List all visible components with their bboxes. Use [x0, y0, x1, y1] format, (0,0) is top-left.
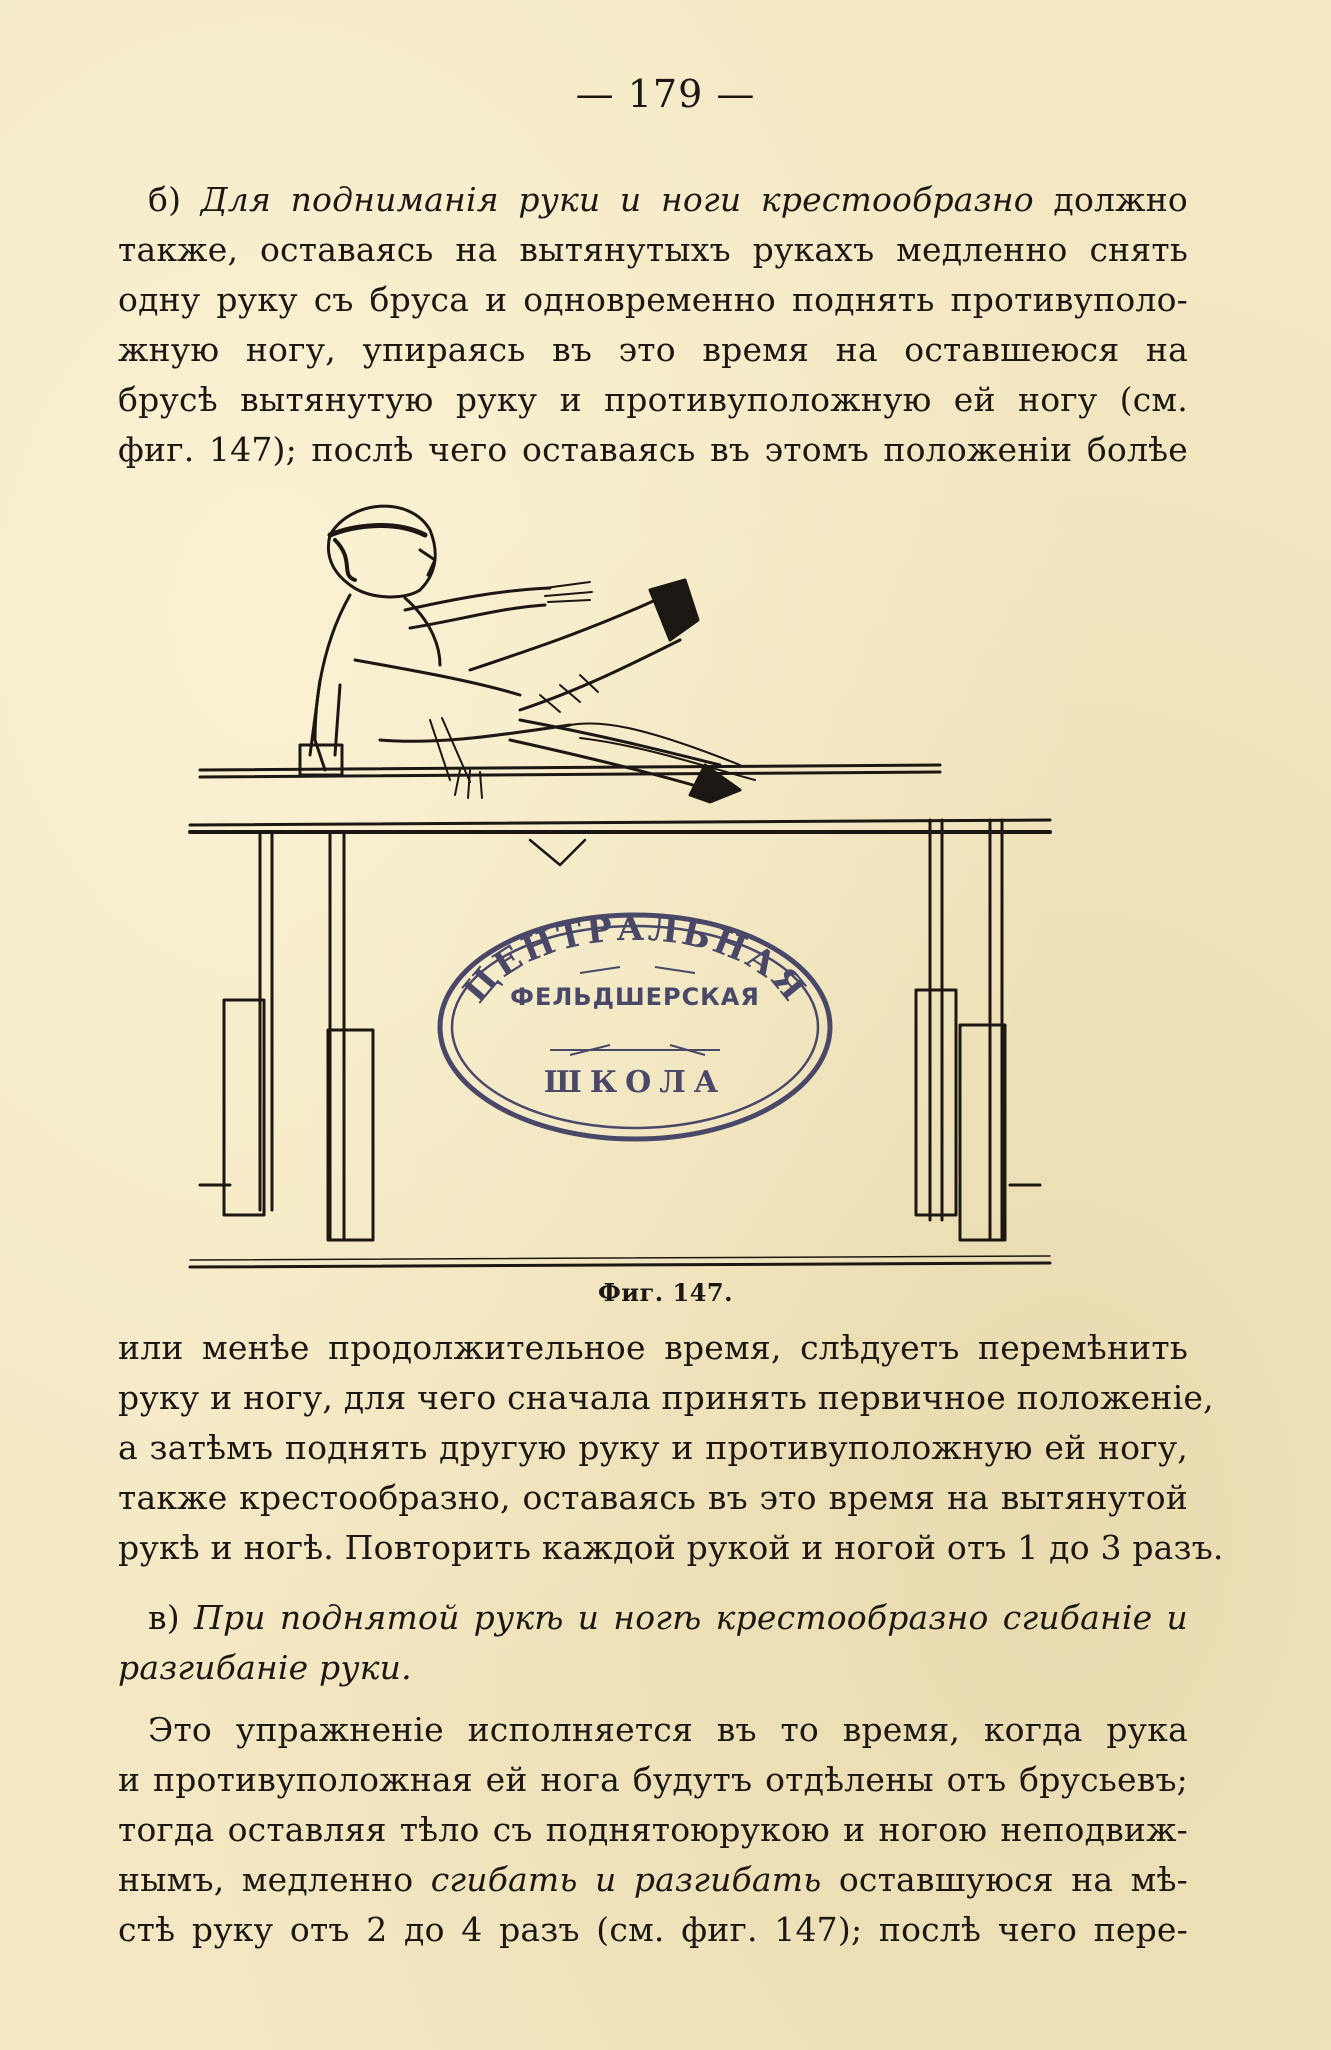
text-line — [118, 1323, 1188, 1373]
paragraph-b-continued — [118, 1323, 1224, 1573]
text-line — [118, 1423, 1188, 1473]
text-line — [118, 1705, 1188, 1755]
text-line — [118, 375, 1188, 425]
text-line — [118, 1593, 1188, 1643]
italic-text: При поднятой рукѣ и ногѣ крестообразно сгибаніе и — [194, 1598, 1188, 1637]
text-run: стѣ руку отъ 2 до 4 разъ (см. фиг. 147); послѣ чего пере- — [118, 1910, 1188, 1949]
text-run: одну руку съ бруса и одновременно поднять противуполо- — [118, 280, 1188, 319]
text-run: также, оставаясь на вытянутыхъ рукахъ медленно снять — [118, 230, 1188, 269]
text-line — [118, 1905, 1188, 1955]
library-stamp — [430, 905, 840, 1150]
text-run: рукѣ и ногѣ. Повторить каждой рукой и ногой отъ 1 до 3 разъ. — [118, 1528, 1224, 1567]
italic-text: сгибать и разгибать — [430, 1860, 822, 1899]
paragraph-b — [118, 175, 1188, 475]
text-run: жную ногу, упираясь въ это время на оставшеюся на — [118, 330, 1188, 369]
text-run: или менѣе продолжительное время, слѣдуетъ перемѣнить — [118, 1328, 1188, 1367]
text-line — [118, 1373, 1214, 1423]
text-line — [118, 1855, 1188, 1905]
stamp-middle-text: ФЕЛЬДШЕРСКАЯ — [510, 983, 760, 1011]
parallel-bars-drawing — [180, 480, 1060, 1270]
text-line — [118, 275, 1188, 325]
text-run: а затѣмъ поднять другую руку и противуположную ей ногу, — [118, 1428, 1188, 1467]
text-line — [118, 225, 1188, 275]
text-run: и противуположная ей нога будутъ отдѣлены отъ брусьевъ; — [118, 1760, 1188, 1799]
stamp-top-text: ЦЕНТРАЛЬНАЯ — [455, 908, 815, 1011]
italic-text: разгибаніе руки. — [118, 1648, 412, 1687]
text-line — [118, 175, 1188, 225]
page-number: — 179 — — [575, 72, 756, 116]
text-run: тогда оставляя тѣло съ поднятоюрукою и ногою неподвиж- — [118, 1810, 1188, 1849]
text-run: оставшуюся на мѣ- — [821, 1860, 1189, 1899]
text-line — [118, 1473, 1188, 1523]
text-run: также крестообразно, оставаясь въ это время на вытянутой — [118, 1478, 1188, 1517]
text-run: б) — [148, 180, 201, 219]
text-run: нымъ, медленно — [118, 1860, 431, 1899]
text-run: фиг. 147); послѣ чего оставаясь въ этомъ положеніи болѣе — [118, 430, 1188, 469]
figure-caption: Фиг. 147. — [598, 1278, 733, 1307]
text-run: в) — [148, 1598, 194, 1637]
text-run: брусѣ вытянутую руку и противуположную ей ногу (см. — [118, 380, 1188, 419]
stamp-bottom-text: ШКОЛА — [543, 1065, 727, 1100]
stamp-oval — [430, 905, 840, 1150]
text-line — [118, 1523, 1224, 1573]
text-line — [118, 1643, 1188, 1693]
text-line — [118, 1755, 1188, 1805]
text-line — [118, 425, 1188, 475]
text-line — [118, 1805, 1188, 1855]
text-run: руку и ногу, для чего сначала принять первичное положеніе, — [118, 1378, 1214, 1417]
text-run: Это упражненіе исполняется въ то время, когда рука — [148, 1710, 1188, 1749]
figure-147-illustration — [180, 480, 1060, 1270]
text-run: должно — [1033, 180, 1188, 219]
text-line — [118, 325, 1188, 375]
paragraph-v-heading — [118, 1593, 1188, 1693]
italic-text: Для подниманія руки и ноги крестообразно — [200, 180, 1034, 219]
paragraph-exercise — [118, 1705, 1188, 1955]
